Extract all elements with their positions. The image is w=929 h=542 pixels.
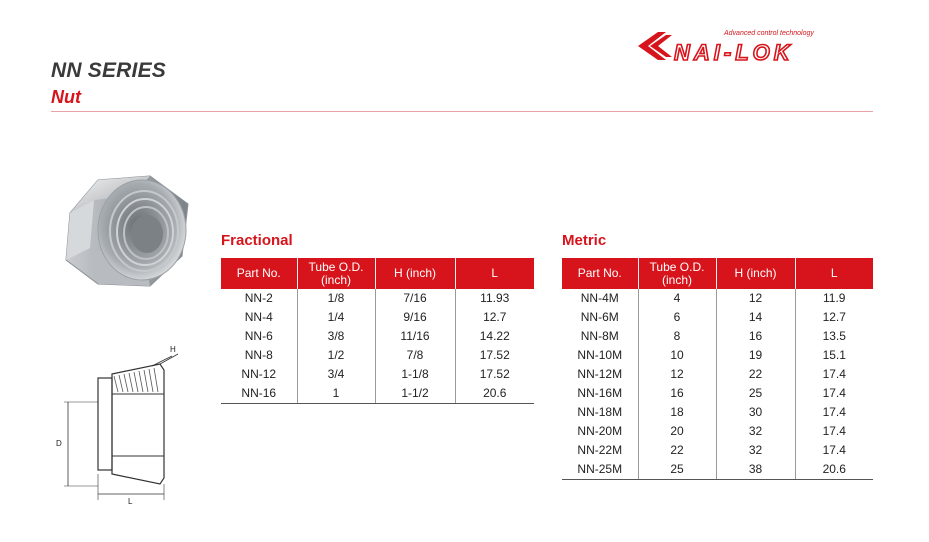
- nut-render: [50, 168, 200, 293]
- table-cell: 8: [638, 327, 716, 346]
- table-cell: 20: [638, 422, 716, 441]
- table-cell: 14.22: [479, 329, 510, 343]
- header-divider: [51, 111, 873, 112]
- tube-od-label: Tube O.D. (inch): [308, 259, 364, 287]
- col-part-no: Part No.: [221, 258, 297, 289]
- table-cell: NN-16: [221, 384, 297, 404]
- table-cell: NN-12M: [562, 365, 638, 384]
- table-cell: 7/16: [375, 289, 455, 308]
- table-cell: NN-22M: [562, 441, 638, 460]
- table-cell: 6: [638, 308, 716, 327]
- fractional-table: [221, 258, 534, 404]
- table-cell: NN-6M: [562, 308, 638, 327]
- dim-label-d: D: [56, 439, 62, 448]
- table-cell: 12.7: [483, 310, 507, 324]
- col-h: H (inch): [716, 258, 795, 289]
- table-row: [562, 308, 873, 327]
- table-cell: 17.52: [479, 348, 510, 362]
- table-cell: 11.93: [480, 291, 510, 305]
- table-cell: 12: [638, 365, 716, 384]
- table-cell: 16: [716, 327, 795, 346]
- col-h: H (inch): [375, 258, 455, 289]
- table-row: [221, 289, 534, 308]
- table-cell: 17.4: [822, 443, 846, 457]
- table-row: [562, 289, 873, 308]
- table-cell: 4: [638, 289, 716, 308]
- logo-tagline: Advanced control technology: [724, 30, 814, 37]
- table-row: [562, 422, 873, 441]
- logo-graphic: [636, 26, 876, 68]
- table-row: [562, 346, 873, 365]
- table-cell: 30: [716, 403, 795, 422]
- table-cell: 22: [716, 365, 795, 384]
- table-cell: NN-18M: [562, 403, 638, 422]
- table-row: [221, 346, 534, 365]
- table-cell: NN-2: [221, 289, 297, 308]
- table-cell: NN-10M: [562, 346, 638, 365]
- table-row: [562, 441, 873, 460]
- table-cell: 12: [716, 289, 795, 308]
- table-cell: 17.4: [822, 386, 846, 400]
- table-row: [562, 365, 873, 384]
- table-cell: 17.4: [822, 367, 846, 381]
- table-cell: 14: [716, 308, 795, 327]
- fractional-title: Fractional: [221, 232, 293, 249]
- table-cell: 25: [716, 384, 795, 403]
- table-row: [221, 327, 534, 346]
- brand-logo: [636, 26, 876, 68]
- table-cell: 32: [716, 441, 795, 460]
- table-cell: 1/8: [297, 289, 375, 308]
- table-row: [562, 384, 873, 403]
- table-cell: 13.5: [822, 329, 846, 343]
- col-tube-od: [297, 258, 375, 289]
- table-cell: NN-6: [221, 327, 297, 346]
- table-cell: 20.6: [455, 384, 534, 404]
- table-cell: 16: [638, 384, 716, 403]
- table-cell: 17.52: [479, 367, 510, 381]
- table-cell: NN-4: [221, 308, 297, 327]
- nut-product-image: [50, 168, 200, 293]
- table-row: [221, 365, 534, 384]
- table-cell: 32: [716, 422, 795, 441]
- table-cell: 1-1/2: [375, 384, 455, 404]
- col-l: L: [455, 258, 534, 289]
- table-cell: NN-8: [221, 346, 297, 365]
- metric-title: Metric: [562, 232, 607, 249]
- dim-label-h: H: [170, 345, 176, 354]
- table-cell: 9/16: [375, 308, 455, 327]
- table-cell: NN-16M: [562, 384, 638, 403]
- table-cell: NN-25M: [562, 460, 638, 480]
- table-cell: 18: [638, 403, 716, 422]
- tube-od-label: Tube O.D. (inch): [649, 259, 705, 287]
- table-cell: 17.4: [822, 405, 846, 419]
- table-cell: 11.9: [823, 291, 846, 305]
- table-cell: NN-20M: [562, 422, 638, 441]
- table-cell: NN-4M: [562, 289, 638, 308]
- table-cell: 12.7: [822, 310, 846, 324]
- table-cell: 20.6: [795, 460, 873, 480]
- product-subtitle: Nut: [51, 87, 81, 107]
- table-cell: 3/8: [297, 327, 375, 346]
- table-cell: NN-12: [221, 365, 297, 384]
- table-row: [221, 308, 534, 327]
- table-cell: 22: [638, 441, 716, 460]
- col-l: L: [795, 258, 873, 289]
- drawing-svg: [48, 340, 198, 508]
- table-cell: 7/8: [375, 346, 455, 365]
- table-cell: 25: [638, 460, 716, 480]
- table-cell: 1/4: [297, 308, 375, 327]
- table-cell: 15.1: [822, 348, 846, 362]
- table-cell: NN-8M: [562, 327, 638, 346]
- col-part-no: Part No.: [562, 258, 638, 289]
- table-cell: 1/2: [297, 346, 375, 365]
- table-cell: 17.4: [822, 424, 846, 438]
- table-cell: 11/16: [375, 327, 455, 346]
- series-title: NN SERIES: [51, 59, 166, 82]
- table-cell: 1: [297, 384, 375, 404]
- metric-body: [562, 289, 873, 480]
- table-cell: 10: [638, 346, 716, 365]
- table-row: [562, 403, 873, 422]
- fractional-header-row: [221, 258, 534, 289]
- table-row: [221, 384, 534, 404]
- dim-label-l: L: [128, 497, 133, 506]
- table-cell: 38: [716, 460, 795, 480]
- table-cell: 3/4: [297, 365, 375, 384]
- fractional-body: [221, 289, 534, 404]
- table-row: [562, 460, 873, 480]
- logo-wordmark: NAI-LOK: [674, 40, 794, 65]
- metric-table: [562, 258, 873, 480]
- table-row: [562, 327, 873, 346]
- table-cell: 1-1/8: [375, 365, 455, 384]
- nut-technical-drawing: [48, 340, 198, 508]
- metric-header-row: [562, 258, 873, 289]
- col-tube-od: [638, 258, 716, 289]
- table-cell: 19: [716, 346, 795, 365]
